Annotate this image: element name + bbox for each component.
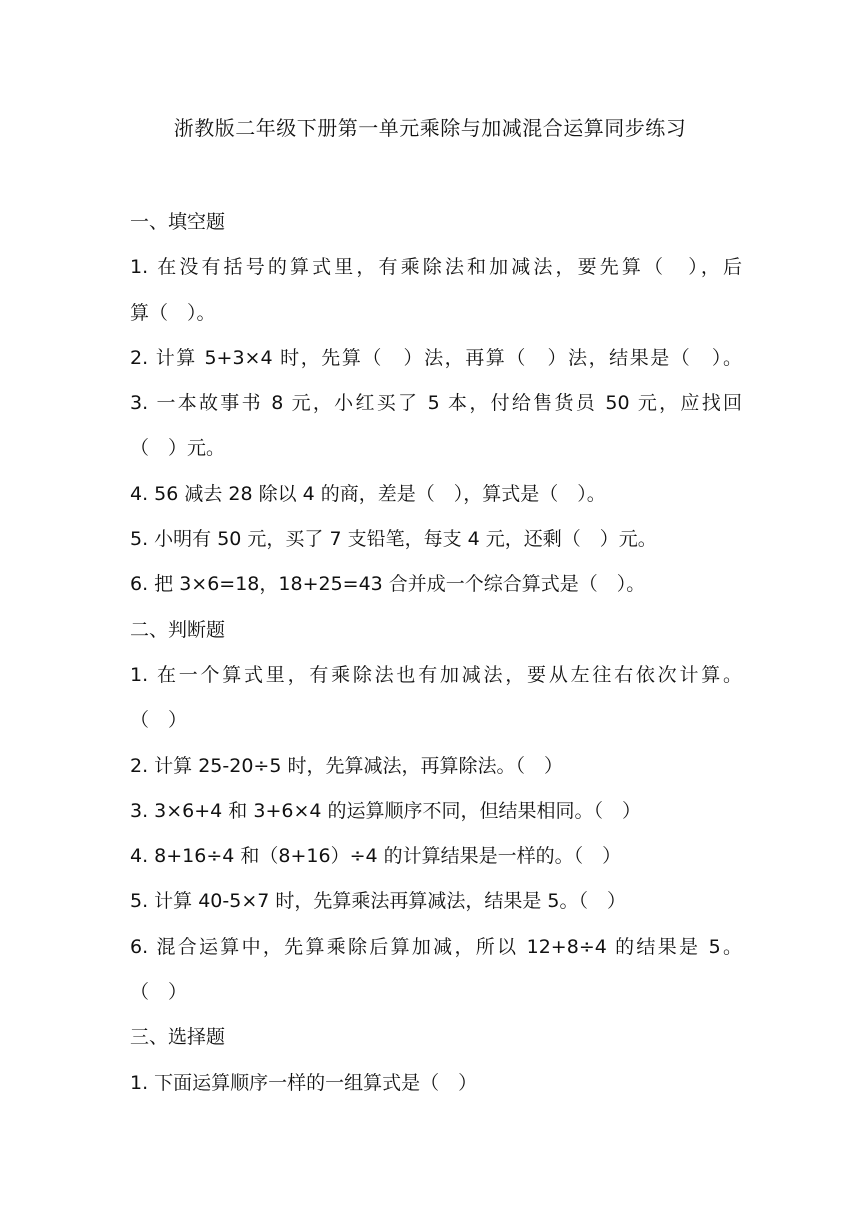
section-heading-fill-in: 一、填空题: [130, 211, 226, 233]
exercise-body: [130, 200, 742, 1106]
section-heading-multiple-choice: 三、选择题: [130, 1026, 226, 1049]
question-text: （ ）元。: [130, 437, 226, 460]
question-text: （ ）: [130, 709, 188, 732]
question-text: 6. 把 3×6=18，18+25=43 合并成一个综合算式是（ ）。: [130, 573, 646, 596]
question-text: 5. 小明有 50 元，买了 7 支铅笔，每支 4 元，还剩（ ）元。: [130, 528, 657, 551]
question-text: 1. 下面运算顺序一样的一组算式是（ ）: [130, 1071, 478, 1094]
section-heading-true-false: 二、判断题: [130, 618, 226, 641]
question-text: 2. 计算 5+3×4 时，先算（ ）法，再算（ ）法，结果是（ ）。: [130, 346, 742, 369]
question-text: 4. 8+16÷4 和（8+16）÷4 的计算结果是一样的。（ ）: [130, 845, 622, 868]
question-text: 1. 在一个算式里，有乘除法也有加减法，要从左往右依次计算。: [130, 663, 742, 686]
question-text: 3. 一本故事书 8 元，小红买了 5 本，付给售货员 50 元，应找回: [130, 392, 742, 415]
question-text: 5. 计算 40-5×7 时，先算乘法再算减法，结果是 5。（ ）: [130, 890, 627, 913]
question-text: 4. 56 减去 28 除以 4 的商，差是（ ），算式是（ ）。: [130, 482, 606, 505]
page-title: 浙教版二年级下册第一单元乘除与加减混合运算同步练习: [173, 116, 687, 140]
question-text: （ ）: [130, 981, 188, 1004]
question-text: 3. 3×6+4 和 3+6×4 的运算顺序不同，但结果相同。（ ）: [130, 799, 641, 822]
question-text: 6. 混合运算中，先算乘除后算加减，所以 12+8÷4 的结果是 5。: [130, 935, 742, 958]
question-text: 2. 计算 25-20÷5 时，先算减法，再算除法。（ ）: [130, 754, 563, 777]
question-text: 算（ ）。: [130, 301, 216, 324]
question-text: 1. 在没有括号的算式里，有乘除法和加减法，要先算（ ），后: [130, 256, 742, 279]
